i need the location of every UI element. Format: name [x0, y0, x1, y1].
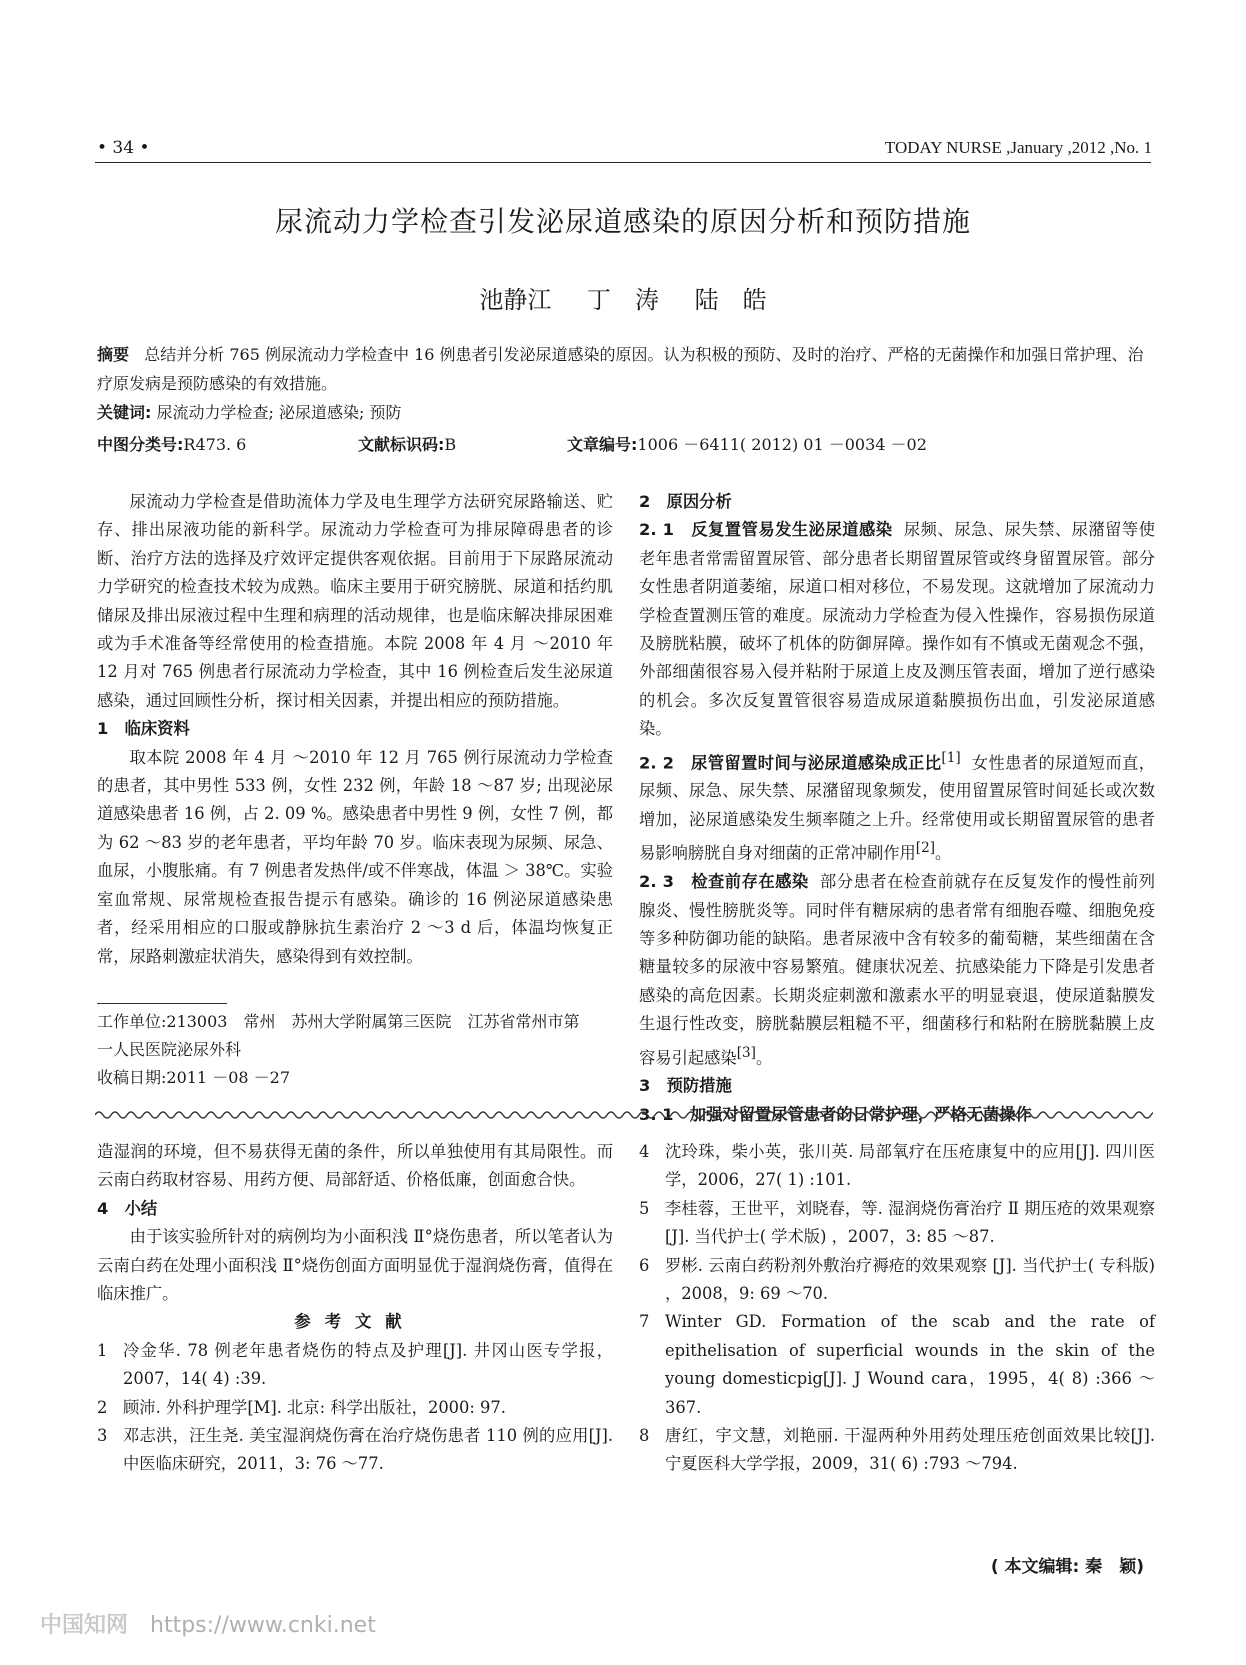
- lower-left-column: [97, 1138, 613, 1479]
- watermark-url: https://www.cnki.net: [150, 1613, 376, 1638]
- clc-label: 中图分类号:: [97, 435, 184, 454]
- abstract: [97, 340, 1150, 398]
- author: 丁 涛: [587, 286, 659, 314]
- journal-info: TODAY NURSE ,January ,2012 ,No. 1: [884, 138, 1152, 157]
- section-4-heading: 4 小结: [97, 1198, 158, 1218]
- reference-text: 沈玲珠，柴小英，张川英. 局部氧疗在压疮康复中的应用[J]. 四川医学，2006，27( 1) :101.: [665, 1142, 1155, 1190]
- article-no-label: 文章编号:: [567, 435, 638, 454]
- document-code: [358, 432, 456, 455]
- reference-item: [97, 1337, 613, 1394]
- section-2-1-text: 尿频、尿急、尿失禁、尿潴留等使老年患者常需留置尿管、部分患者长期留置尿管或终身留置尿管。部分女性患者阴道萎缩，尿道口相对移位，不易发现。这就增加了尿流动力学检查置测压管的难度。尿流动力学检查为侵入性操作，容易损伤尿道及膀胱粘膜，破坏了机体的防御屏障。操作如有不慎或无菌观念不强，外部细菌很容易入侵并粘附于尿道上皮及测压管表面，增加了逆行感染的机会。多次反复置管很容易造成尿道黏膜损伤出血，引发泌尿道感染。: [639, 520, 1155, 739]
- reference-number: 6: [639, 1255, 650, 1275]
- reference-number: 5: [639, 1198, 650, 1218]
- author: 池静江: [479, 286, 552, 314]
- reference-item: [639, 1138, 1155, 1195]
- reference-number: 8: [639, 1426, 650, 1446]
- citation: [3]: [736, 1044, 756, 1061]
- watermark: [40, 1608, 376, 1639]
- section-2-heading: 2 原因分析: [639, 492, 732, 511]
- reference-number: 1: [97, 1340, 108, 1360]
- header-rule: [95, 162, 1151, 163]
- lower-right-column: [639, 1138, 1155, 1479]
- doc-code-value: B: [444, 435, 457, 454]
- reference-item: [639, 1422, 1155, 1479]
- reference-text: 邓志洪，汪生尧. 美宝湿润烧伤膏在治疗烧伤患者 110 例的应用[J]. 中医临床研究，2011，3: 76 ～77.: [123, 1426, 613, 1474]
- section-2-3-text: 部分患者在检查前就存在反复发作的慢性前列腺炎、慢性膀胱炎等。同时伴有糖尿病的患者常有细胞吞噬、细胞免疫等多种防御功能的缺陷。患者尿液中含有较多的葡萄糖，某些细菌在含糖量较多的尿液中容易繁殖。健康状况差、抗感染能力下降是引发患者感染的高危因素。长期炎症刺激和激素水平的明显衰退，使尿道黏膜发生退行性改变，膀胱黏膜层粗糙不平，细菌移行和粘附在膀胱黏膜上皮容易引起感染: [639, 872, 1155, 1067]
- article-title: 尿流动力学检查引发泌尿道感染的原因分析和预防措施: [274, 205, 971, 238]
- clc-value: R473. 6: [183, 435, 247, 454]
- section-4-text: 由于该实验所针对的病例均为小面积浅 Ⅱ°烧伤患者，所以笔者认为云南白药在处理小面积浅 Ⅱ°烧伤创面方面明显优于湿润烧伤膏，值得在临床推广。: [97, 1227, 613, 1304]
- section-1-text: 取本院 2008 年 4 月 ～2010 年 12 月 765 例行尿流动力学检查的患者，其中男性 533 例，女性 232 例，年龄 18 ～87 岁; 出现泌尿道感染患者 16 例，占 2. 09 %。感染患者中男性 9 例，女性 7 例，都为 62 ～83 岁的老年患者，平均年龄 70 岁。临床表现为尿频、尿急、血尿，小腹胀痛。有 7 例患者发热伴/或不伴寒战，体温 ＞ 38℃。实验室血常规、尿常规检查报告提示有感染。确诊的 16 例泌尿道感染患者，经采用相应的口服或静脉抗生素治疗 2 ～3 d 后，体温均恢复正常，尿路刺激症状消失，感染得到有效控制。: [97, 747, 613, 966]
- section-2-2-heading: 2. 2 尿管留置时间与泌尿道感染成正比: [639, 753, 942, 773]
- abstract-label: 摘要: [97, 345, 130, 364]
- clc-code: [97, 432, 246, 455]
- citation: [2]: [915, 840, 936, 857]
- cnki-logo: 中国知网: [40, 1613, 129, 1638]
- carryover-text: 造湿润的环境，但不易获得无菌的条件，所以单独使用有其局限性。而云南白药取材容易、用药方便、局部舒适、价格低廉，创面愈合快。: [97, 1142, 613, 1190]
- intro-paragraph: 尿流动力学检查是借助流体力学及电生理学方法研究尿路输送、贮存、排出尿液功能的新科学。尿流动力学检查可为排尿障碍患者的诊断、治疗方法的选择及疗效评定提供客观依据。目前用于下尿路尿流动力学研究的检查技术较为成熟。临床主要用于研究膀胱、尿道和括约肌储尿及排出尿液过程中生理和病理的活动规律，也是临床解决排尿困难或为手术准备等经常使用的检查措施。本院 2008 年 4 月 ～2010 年 12 月对 765 例患者行尿流动力学检查，其中 16 例检查后发生泌尿道感染，通过回顾性分析，探讨相关因素，并提出相应的预防措施。: [97, 492, 613, 710]
- references-heading: 参考文献: [294, 1312, 416, 1332]
- affiliation: 工作单位:213003 常州 苏州大学附属第三医院 江苏省常州市第一人民医院泌尿外科: [97, 1012, 580, 1059]
- section-2-2: 2. 2 尿管留置时间与泌尿道感染成正比[1] 女性患者的尿道短而直，尿频、尿急、尿失禁、尿潴留现象频发，使用留置尿管时间延长或次数增加，泌尿道感染发生频率随之上升。经常使用或长期留置尿管的患者易影响膀胱自身对细菌的正常冲刷作用[2]。: [639, 749, 1155, 863]
- section-3-heading: 3 预防措施: [639, 1076, 732, 1096]
- doc-code-label: 文献标识码:: [358, 435, 445, 454]
- author: 陆 皓: [694, 286, 767, 314]
- reference-text: 唐红，宇文慧，刘艳丽. 干湿两种外用药处理压疮创面效果比较[J]. 宁夏医科大学学报，2009，31( 6) :793 ～794.: [665, 1426, 1155, 1474]
- reference-item: [639, 1195, 1155, 1252]
- reference-item: [639, 1252, 1155, 1309]
- reference-text: 冷金华. 78 例老年患者烧伤的特点及护理[J]. 井冈山医专学报，2007，14( 4) :39.: [123, 1340, 613, 1389]
- keywords: [97, 398, 1150, 427]
- left-column: [97, 488, 613, 971]
- section-2-3-heading: 2. 3 检查前存在感染: [639, 872, 809, 892]
- reference-text: 罗彬. 云南白药粉剂外敷治疗褥疮的效果观察 [J]. 当代护士( 专科版) ，2008，9: 69 ～70.: [665, 1255, 1155, 1304]
- article-no-value: 1006 －6411( 2012) 01 －0034 －02: [637, 435, 927, 454]
- section-1-heading: 1 临床资料: [97, 719, 190, 739]
- reference-text: 顾沛. 外科护理学[M]. 北京: 科学出版社，2000: 97.: [123, 1397, 506, 1417]
- reference-number: 2: [97, 1397, 108, 1417]
- section-3-1-heading: 3. 1 加强对留置尿管患者的日常护理，严格无菌操作: [639, 1104, 1032, 1124]
- keywords-text: 尿流动力学检查; 泌尿道感染; 预防: [156, 403, 402, 422]
- citation: [1]: [941, 749, 961, 766]
- reference-item: [97, 1422, 613, 1479]
- keywords-label: 关键词:: [97, 403, 152, 422]
- reference-number: 7: [639, 1312, 650, 1332]
- editor-note: ( 本文编辑: 秦 颖): [990, 1557, 1144, 1577]
- reference-text: 李桂蓉，王世平，刘晓春，等. 湿润烧伤膏治疗 Ⅱ 期压疮的效果观察[J]. 当代护士( 学术版) ，2007，3: 85 ～87.: [665, 1198, 1155, 1247]
- abstract-block: [97, 340, 1150, 427]
- article-separator: [95, 1108, 1153, 1122]
- section-2-2-text: 女性患者的尿道短而直，尿频、尿急、尿失禁、尿潴留现象频发，使用留置尿管时间延长或次数增加，泌尿道感染发生频率随之上升。经常使用或长期留置尿管的患者易影响膀胱自身对细菌的正常冲刷作用: [639, 753, 1155, 863]
- received-date: 收稿日期:2011 －08 －27: [97, 1068, 291, 1087]
- author-list: [0, 280, 1246, 315]
- reference-number: 3: [97, 1426, 108, 1446]
- reference-text: Winter GD. Formation of the scab and the rate of epithelisation of superficial wounds in the skin of the young domesticpig[J]. J Wound cara，1995，4( 8) :366 ～367.: [665, 1312, 1155, 1417]
- reference-item: [639, 1308, 1155, 1422]
- abstract-text: 总结并分析 765 例尿流动力学检查中 16 例患者引发泌尿道感染的原因。认为积极的预防、及时的治疗、严格的无菌操作和加强日常护理、治疗原发病是预防感染的有效措施。: [97, 345, 1144, 393]
- page-number: • 34 •: [97, 138, 150, 158]
- article-number: [567, 432, 927, 455]
- section-2-1: [639, 516, 1155, 743]
- section-2-3: 2. 3 检查前存在感染 部分患者在检查前就存在反复发作的慢性前列腺炎、慢性膀胱炎等。同时伴有糖尿病的患者常有细胞吞噬、细胞免疫等多种防御功能的缺陷。患者尿液中含有较多的葡萄糖，某些细菌在含糖量较多的尿液中容易繁殖。健康状况差、抗感染能力下降是引发患者感染的高危因素。长期炎症刺激和激素水平的明显衰退，使尿道黏膜发生退行性改变，膀胱黏膜层粗糙不平，细菌移行和粘附在膀胱黏膜上皮容易引起感染[3]。: [639, 872, 1155, 1067]
- reference-item: [97, 1394, 613, 1422]
- footnote-rule: [97, 1003, 227, 1004]
- reference-number: 4: [639, 1142, 650, 1161]
- section-2-1-heading: 2. 1 反复置管易发生泌尿道感染: [639, 520, 893, 540]
- affiliation-block: [97, 1008, 580, 1092]
- right-column: [639, 488, 1155, 1129]
